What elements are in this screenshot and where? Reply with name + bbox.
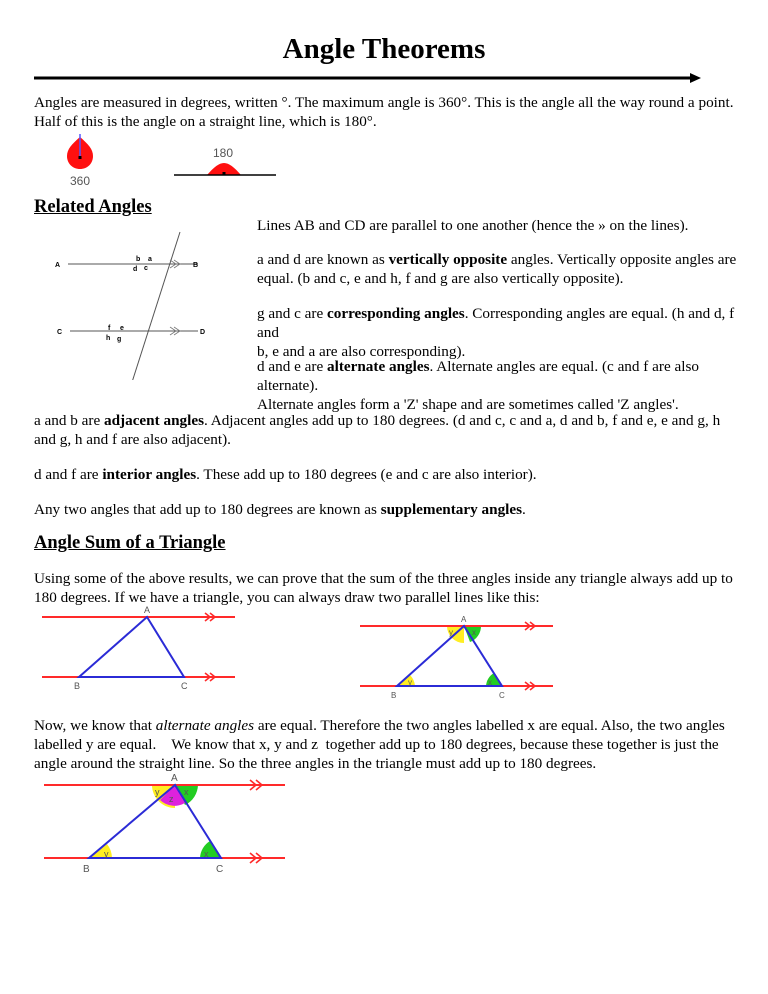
text-span: Now, we know that <box>34 717 156 734</box>
vertex-label-c: C <box>216 864 224 875</box>
point-label-b-upper: B <box>193 262 199 269</box>
text-span: . <box>522 501 526 518</box>
angle-label-x-bottom: x <box>488 678 492 687</box>
parallel-lines-diagram <box>50 220 220 380</box>
text-span: angles. Vertically opposite angles are <box>507 251 737 268</box>
intro-line-2: Half of this is the angle on a straight line, which is 180°. <box>34 113 377 130</box>
full-turn-label: 360 <box>69 174 91 188</box>
angle-label-x-top: x <box>184 787 189 797</box>
angle-label-x-top: x <box>472 628 476 637</box>
straight-line-figure <box>172 143 280 179</box>
text-span: are equal. Therefore the two angles labelled x are equal. Also, the two angles <box>254 717 725 734</box>
angle-label-e: e <box>120 325 124 332</box>
point-label-a-upper: A <box>55 262 61 269</box>
angle-label-x-bottom: x <box>204 849 209 859</box>
term-vertically-opposite: vertically opposite <box>388 251 508 268</box>
text-span: Any two angles that add up to 180 degrees are known as <box>34 501 381 518</box>
vertex-label-c: C <box>181 681 188 691</box>
triangle-paragraph-1 <box>34 569 754 607</box>
angle-label-h: h <box>106 335 111 342</box>
text-line: Using some of the above results, we can prove that the sum of the three angles inside any triangle always add up to <box>34 570 733 587</box>
full-turn-figure <box>60 132 100 188</box>
text-span: d and e are <box>257 358 327 375</box>
vertex-label-c: C <box>499 691 505 700</box>
triangle-figure-xy <box>320 605 570 700</box>
angle-label-y-bottom: y <box>408 678 412 687</box>
intro-paragraph <box>34 93 754 131</box>
term-alternate-angles-italic: alternate angles <box>155 717 255 734</box>
angle-label-d: d <box>133 266 138 273</box>
text-line: angle around the straight line. So the three angles in the triangle must add up to 180 degrees. <box>34 755 597 772</box>
text-span: d and f are <box>34 466 103 483</box>
angle-label-b: b <box>136 256 141 263</box>
text-span: a and d are known as <box>257 251 389 268</box>
text-line: equal. (b and c, e and h, f and g are also vertically opposite). <box>257 270 624 287</box>
point-label-c-upper: C <box>57 329 63 336</box>
angle-label-a: a <box>148 256 152 263</box>
related-paragraph-1: Lines AB and CD are parallel to one another (hence the » on the lines). <box>257 217 689 234</box>
angle-label-c-top: c <box>144 265 148 272</box>
vertex-label-b: B <box>391 691 397 700</box>
vertex-label-a: A <box>461 615 467 624</box>
angle-label-y-top: y <box>449 628 453 637</box>
section-heading-triangle: Angle Sum of a Triangle <box>34 533 226 553</box>
angle-label-f: f <box>108 325 111 332</box>
related-paragraph-4 <box>257 357 757 414</box>
text-line: b, e and a are also corresponding). <box>257 343 466 360</box>
vertex-label-a: A <box>144 605 151 615</box>
term-adjacent-angles: adjacent angles <box>104 412 204 429</box>
text-span: . These add up to 180 degrees (e and c are also interior). <box>196 466 537 483</box>
related-paragraph-6 <box>34 465 754 484</box>
text-line: Alternate angles form a 'Z' shape and are sometimes called 'Z angles'. <box>257 396 679 413</box>
triangle-figure-xyz <box>30 765 290 880</box>
term-alternate-angles: alternate angles <box>327 358 430 375</box>
text-line: 180 degrees. If we have a triangle, you can always draw two parallel lines like this: <box>34 589 540 606</box>
point-label-d-upper: D <box>200 329 206 336</box>
text-span: . Alternate angles are equal. (c and f are also alternate). <box>257 358 699 394</box>
text-span: g and c are <box>257 305 327 322</box>
text-line: and g, h and f are also adjacent). <box>34 431 231 448</box>
section-heading-related-angles: Related Angles <box>34 197 152 217</box>
related-paragraph-2 <box>257 250 752 288</box>
related-paragraph-3 <box>257 304 752 361</box>
term-interior-angles: interior angles <box>102 466 197 483</box>
related-paragraph-7 <box>34 500 754 519</box>
angle-label-z: z <box>169 794 174 804</box>
angle-label-y-bottom: y <box>104 849 109 859</box>
text-span: . Corresponding angles are equal. (h and d, f and <box>257 305 735 341</box>
vertex-label-a: A <box>171 773 178 784</box>
straight-line-label: 180 <box>212 146 234 160</box>
vertex-label-b: B <box>83 864 90 875</box>
text-line: labelled y are equal. We know that x, y and z together add up to 180 degrees, because these together is just the <box>34 736 719 753</box>
related-paragraph-5 <box>34 411 754 449</box>
vertex-label-b: B <box>74 681 81 691</box>
term-corresponding-angles: corresponding angles <box>327 305 465 322</box>
text-span: a and b are <box>34 412 104 429</box>
angle-label-y-top: y <box>155 787 160 797</box>
text-span: . Adjacent angles add up to 180 degrees. (d and c, c and a, d and b, f and e, e and g, h <box>203 412 721 429</box>
title-arrow-rule <box>34 73 702 83</box>
intro-line-1: Angles are measured in degrees, written °. The maximum angle is 360°. This is the angle all the way round a point. <box>34 94 734 111</box>
page-title: Angle Theorems <box>282 33 486 65</box>
angle-label-g: g <box>117 336 122 343</box>
triangle-figure-plain <box>30 605 260 695</box>
term-supplementary-angles: supplementary angles <box>380 501 523 518</box>
